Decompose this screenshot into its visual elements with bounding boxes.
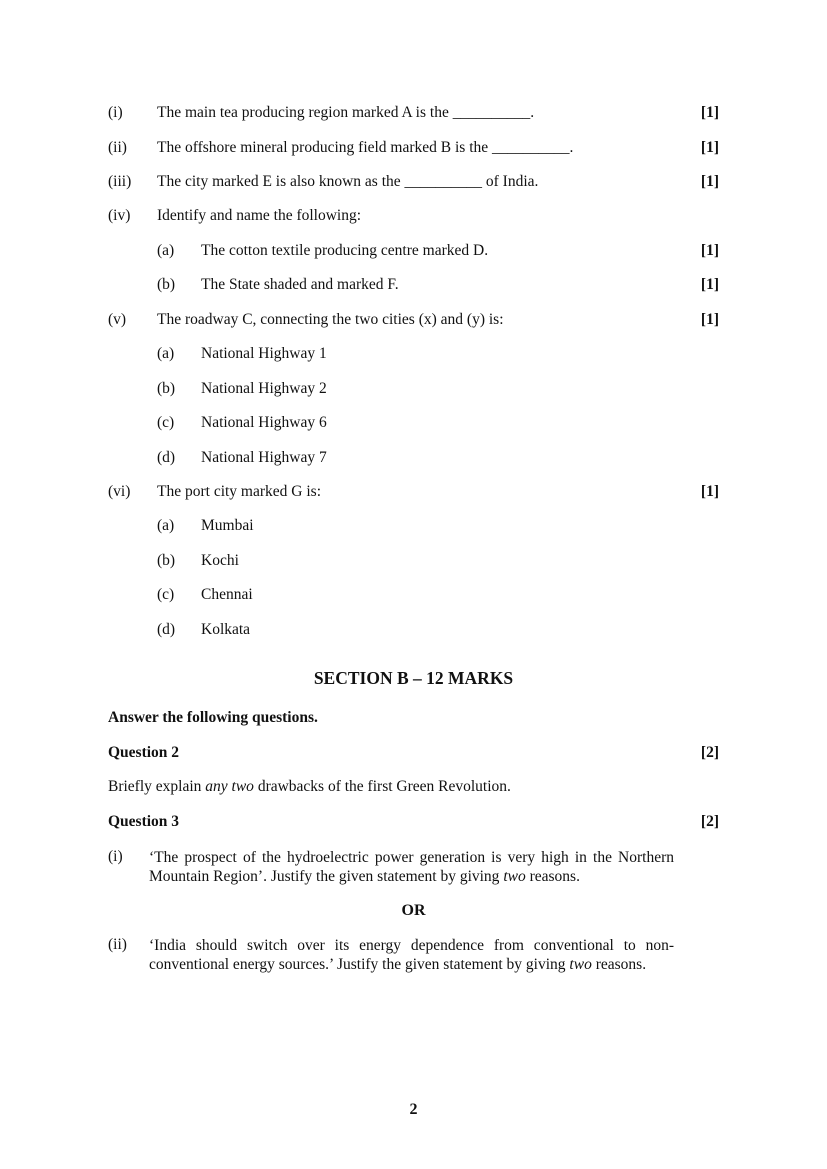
question-title: Question 3	[108, 813, 180, 830]
option-label: (c)	[157, 414, 175, 431]
item-text: The city marked E is also known as the __________ of India.	[157, 173, 539, 190]
text: drawbacks of the first Green Revolution.	[253, 778, 511, 795]
item-label: (v)	[108, 311, 127, 328]
item-label: (ii)	[108, 936, 127, 953]
text: ‘The prospect of the hydroelectric power generation is very high in the Northern Mountain Region’. Justify the given statement by giving	[149, 849, 674, 885]
item-text: The offshore mineral producing field marked B is the __________.	[157, 139, 574, 156]
item-label: (i)	[108, 848, 123, 865]
option-label: (c)	[157, 586, 175, 603]
option-label: (a)	[157, 517, 175, 534]
option-label: (a)	[157, 345, 175, 362]
option-text: Kolkata	[201, 621, 251, 638]
option-label: (b)	[157, 552, 176, 569]
option-text: National Highway 1	[201, 345, 327, 362]
option-text: Kochi	[201, 552, 239, 569]
item-text: The main tea producing region marked A is the __________.	[157, 104, 535, 121]
item-label: (ii)	[108, 139, 127, 156]
text: Briefly explain	[108, 778, 206, 795]
item-label: (vi)	[108, 483, 131, 500]
item-text	[149, 936, 674, 974]
question-title: Question 2	[108, 744, 180, 761]
option-text: Mumbai	[201, 517, 254, 534]
option-text: National Highway 6	[201, 414, 327, 431]
option-text: National Highway 7	[201, 449, 327, 466]
question-text	[108, 778, 511, 796]
item-text	[149, 848, 674, 886]
marks: [1]	[700, 104, 719, 121]
item-text: Identify and name the following:	[157, 207, 362, 224]
page-number: 2	[409, 1101, 418, 1118]
or-divider: OR	[401, 902, 426, 919]
marks: [1]	[700, 242, 719, 259]
option-label: (d)	[157, 621, 176, 638]
marks: [2]	[700, 813, 719, 830]
emphasis: any two	[205, 778, 254, 795]
option-label: (b)	[157, 380, 176, 397]
marks: [1]	[700, 173, 719, 190]
sub-label: (b)	[157, 276, 176, 293]
text: reasons.	[525, 868, 580, 885]
item-text: The port city marked G is:	[157, 483, 321, 500]
item-label: (iv)	[108, 207, 131, 224]
option-text: National Highway 2	[201, 380, 327, 397]
marks: [2]	[700, 744, 719, 761]
text: ‘India should switch over its energy dependence from conventional to non-conventional energy sources.’ Justify the given statement by giving	[149, 937, 674, 973]
section-title: SECTION B – 12 MARKS	[313, 668, 514, 688]
sub-label: (a)	[157, 242, 175, 259]
item-text: The roadway C, connecting the two cities (x) and (y) is:	[157, 311, 504, 328]
instruction: Answer the following questions.	[108, 709, 318, 726]
sub-text: The State shaded and marked F.	[201, 276, 399, 293]
marks: [1]	[700, 139, 719, 156]
item-label: (iii)	[108, 173, 132, 190]
sub-text: The cotton textile producing centre marked D.	[201, 242, 489, 259]
marks: [1]	[700, 483, 719, 500]
emphasis: two	[569, 956, 592, 973]
emphasis: two	[503, 868, 526, 885]
option-label: (d)	[157, 449, 176, 466]
item-label: (i)	[108, 104, 123, 121]
marks: [1]	[700, 311, 719, 328]
text: reasons.	[591, 956, 647, 973]
option-text: Chennai	[201, 586, 253, 603]
marks: [1]	[700, 276, 719, 293]
